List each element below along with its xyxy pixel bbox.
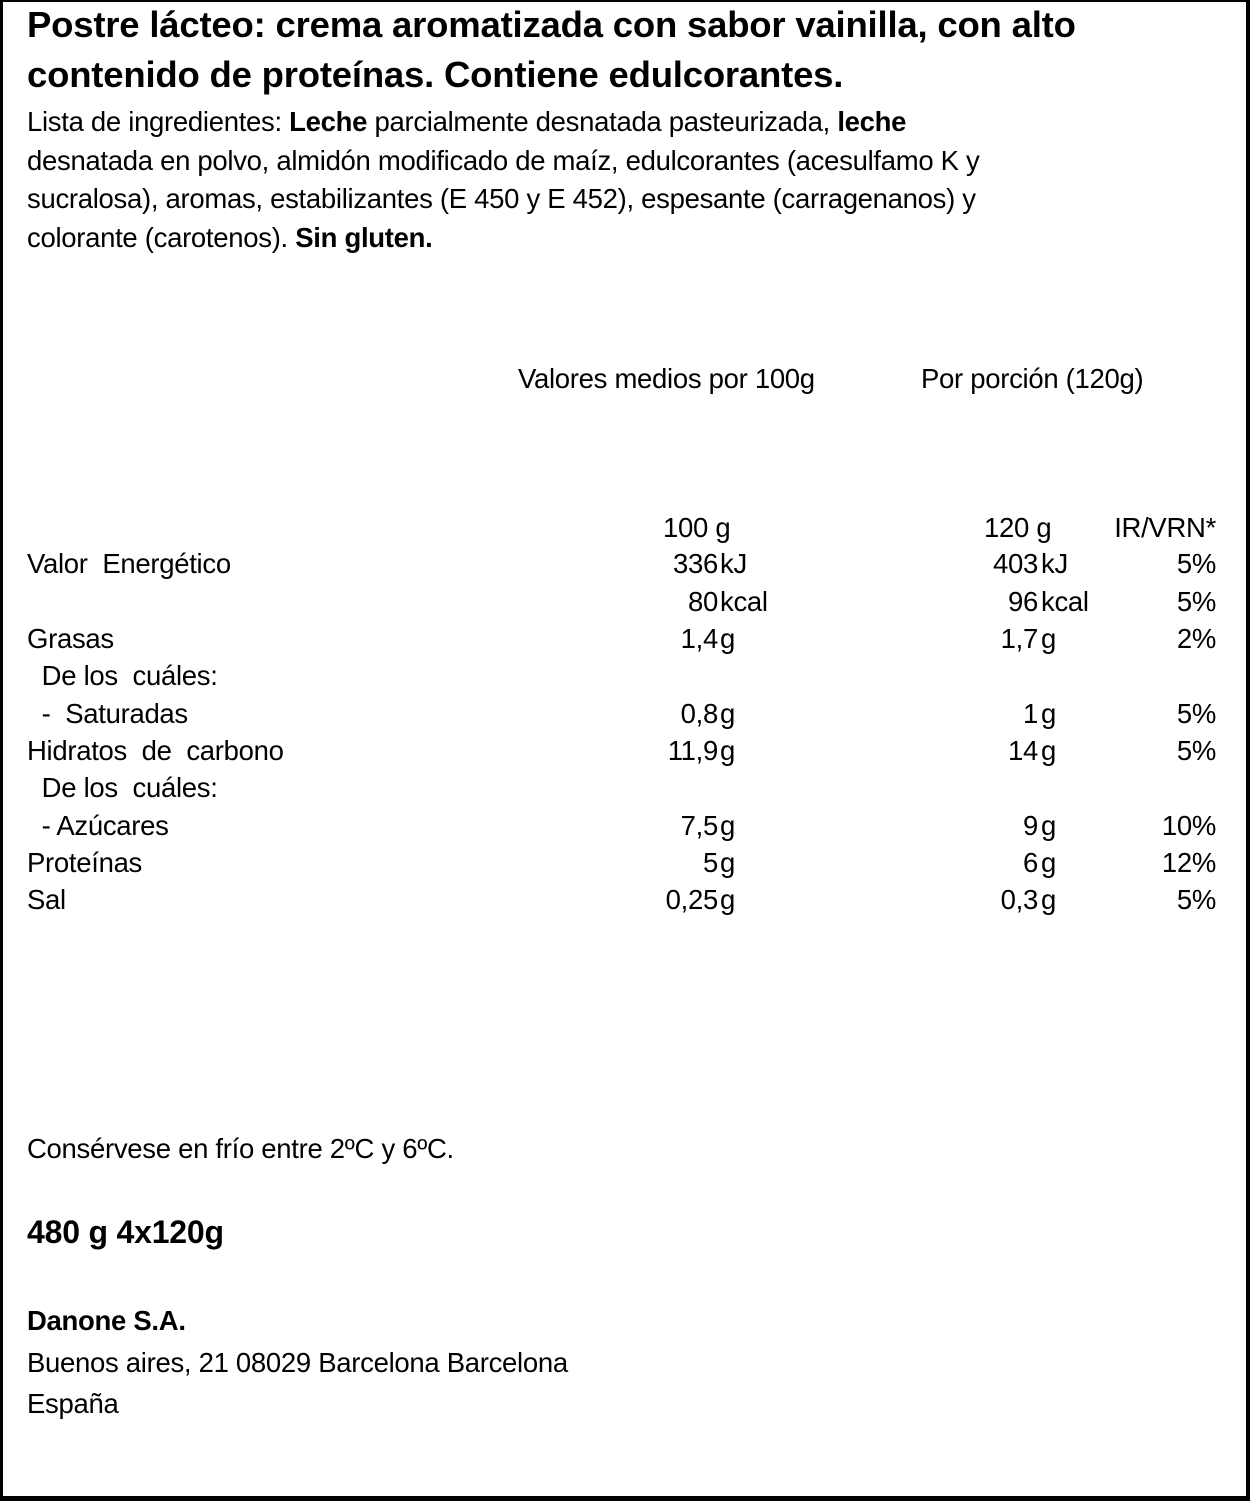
value-per-portion: 1,7 xyxy=(1000,623,1038,654)
allergen-leche: Leche xyxy=(289,106,368,137)
value-per-100g: 80 xyxy=(688,586,718,617)
value-per-100g: 7,5 xyxy=(680,810,718,841)
nutrient-label: Hidratos de carbono xyxy=(27,735,284,766)
unit-per-portion: g xyxy=(1041,735,1056,766)
storage-instructions: Consérvese en frío entre 2ºC y 6ºC. xyxy=(27,1133,454,1164)
ir-vrn-percent: 5% xyxy=(1176,884,1216,915)
nutrient-label: Proteínas xyxy=(27,847,143,878)
manufacturer-country: España xyxy=(27,1388,119,1419)
ingredients-prefix: Lista de ingredientes: xyxy=(27,106,290,137)
ir-vrn-percent: 5% xyxy=(1176,735,1216,766)
header-per-portion: Por porción (120g) xyxy=(921,363,1144,394)
gluten-free-notice: Sin gluten. xyxy=(295,221,433,253)
ingredients-line-2: desnatada en polvo, almidón modificado de maíz, edulcorantes (acesulfamo K y xyxy=(27,144,980,176)
ingredients-line-3: sucralosa), aromas, estabilizantes (E 450 y E 452), espesante (carragenanos) y xyxy=(27,183,976,214)
unit-per-portion: kJ xyxy=(1041,548,1068,579)
ir-vrn-percent: 5% xyxy=(1176,698,1216,729)
ingredients-line-1 xyxy=(27,103,979,142)
nutrient-label: De los cuáles: xyxy=(27,772,218,803)
ir-vrn-percent: 12% xyxy=(1161,847,1216,878)
nutrient-label: Valor Energético xyxy=(27,548,231,579)
allergen-leche-2: leche xyxy=(837,106,907,137)
value-per-100g: 0,8 xyxy=(680,698,718,729)
unit-per-portion: g xyxy=(1041,810,1056,841)
nutrient-label: Grasas xyxy=(27,623,114,654)
unit-per-portion: kcal xyxy=(1041,586,1089,617)
nutrient-label: Sal xyxy=(27,884,66,915)
product-title-line-2: contenido de proteínas. Contiene edulcorantes. xyxy=(27,54,844,95)
unit-per-100g: kcal xyxy=(720,586,768,617)
nutrient-label: De los cuáles: xyxy=(27,660,218,691)
ingredients-line-4 xyxy=(27,219,979,258)
unit-per-100g: g xyxy=(720,810,735,841)
unit-per-portion: g xyxy=(1041,623,1056,654)
value-per-portion: 6 xyxy=(1023,847,1038,878)
unit-per-100g: g xyxy=(720,847,735,878)
value-per-portion: 14 xyxy=(1008,735,1038,766)
col-header-120g: 120 g xyxy=(984,512,1052,543)
value-per-portion: 9 xyxy=(1023,810,1038,841)
ir-vrn-percent: 10% xyxy=(1161,810,1216,841)
value-per-100g: 11,9 xyxy=(667,735,718,766)
value-per-100g: 0,25 xyxy=(665,884,718,915)
manufacturer-name: Danone S.A. xyxy=(27,1305,186,1336)
ingredients-list xyxy=(27,103,979,257)
ir-vrn-percent: 5% xyxy=(1176,586,1216,617)
value-per-100g: 5 xyxy=(703,847,718,878)
unit-per-portion: g xyxy=(1041,847,1056,878)
manufacturer-address: Buenos aires, 21 08029 Barcelona Barcelona xyxy=(27,1347,568,1378)
unit-per-portion: g xyxy=(1041,698,1056,729)
nutrient-label: - Saturadas xyxy=(27,698,188,729)
product-title-line-1: Postre lácteo: crema aromatizada con sabor vainilla, con alto xyxy=(27,4,1076,45)
unit-per-100g: g xyxy=(720,698,735,729)
net-weight: 480 g 4x120g xyxy=(27,1214,224,1250)
unit-per-portion: g xyxy=(1041,884,1056,915)
value-per-100g: 336 xyxy=(673,548,718,579)
col-header-100g: 100 g xyxy=(663,512,731,543)
ingredients-text: colorante (carotenos). xyxy=(27,221,296,253)
unit-per-100g: g xyxy=(720,884,735,915)
value-per-portion: 403 xyxy=(993,548,1038,579)
col-header-ir-vrn: IR/VRN* xyxy=(1114,512,1216,543)
nutrient-label: - Azúcares xyxy=(27,810,169,841)
ir-vrn-percent: 5% xyxy=(1176,548,1216,579)
value-per-100g: 1,4 xyxy=(680,623,718,654)
value-per-portion: 0,3 xyxy=(1000,884,1038,915)
ir-vrn-percent: 2% xyxy=(1176,623,1216,654)
header-per-100g: Valores medios por 100g xyxy=(518,363,815,394)
value-per-portion: 1 xyxy=(1023,698,1038,729)
ingredients-text: parcialmente desnatada pasteurizada, xyxy=(367,106,838,137)
unit-per-100g: g xyxy=(720,735,735,766)
unit-per-100g: kJ xyxy=(720,548,747,579)
value-per-portion: 96 xyxy=(1008,586,1038,617)
unit-per-100g: g xyxy=(720,623,735,654)
